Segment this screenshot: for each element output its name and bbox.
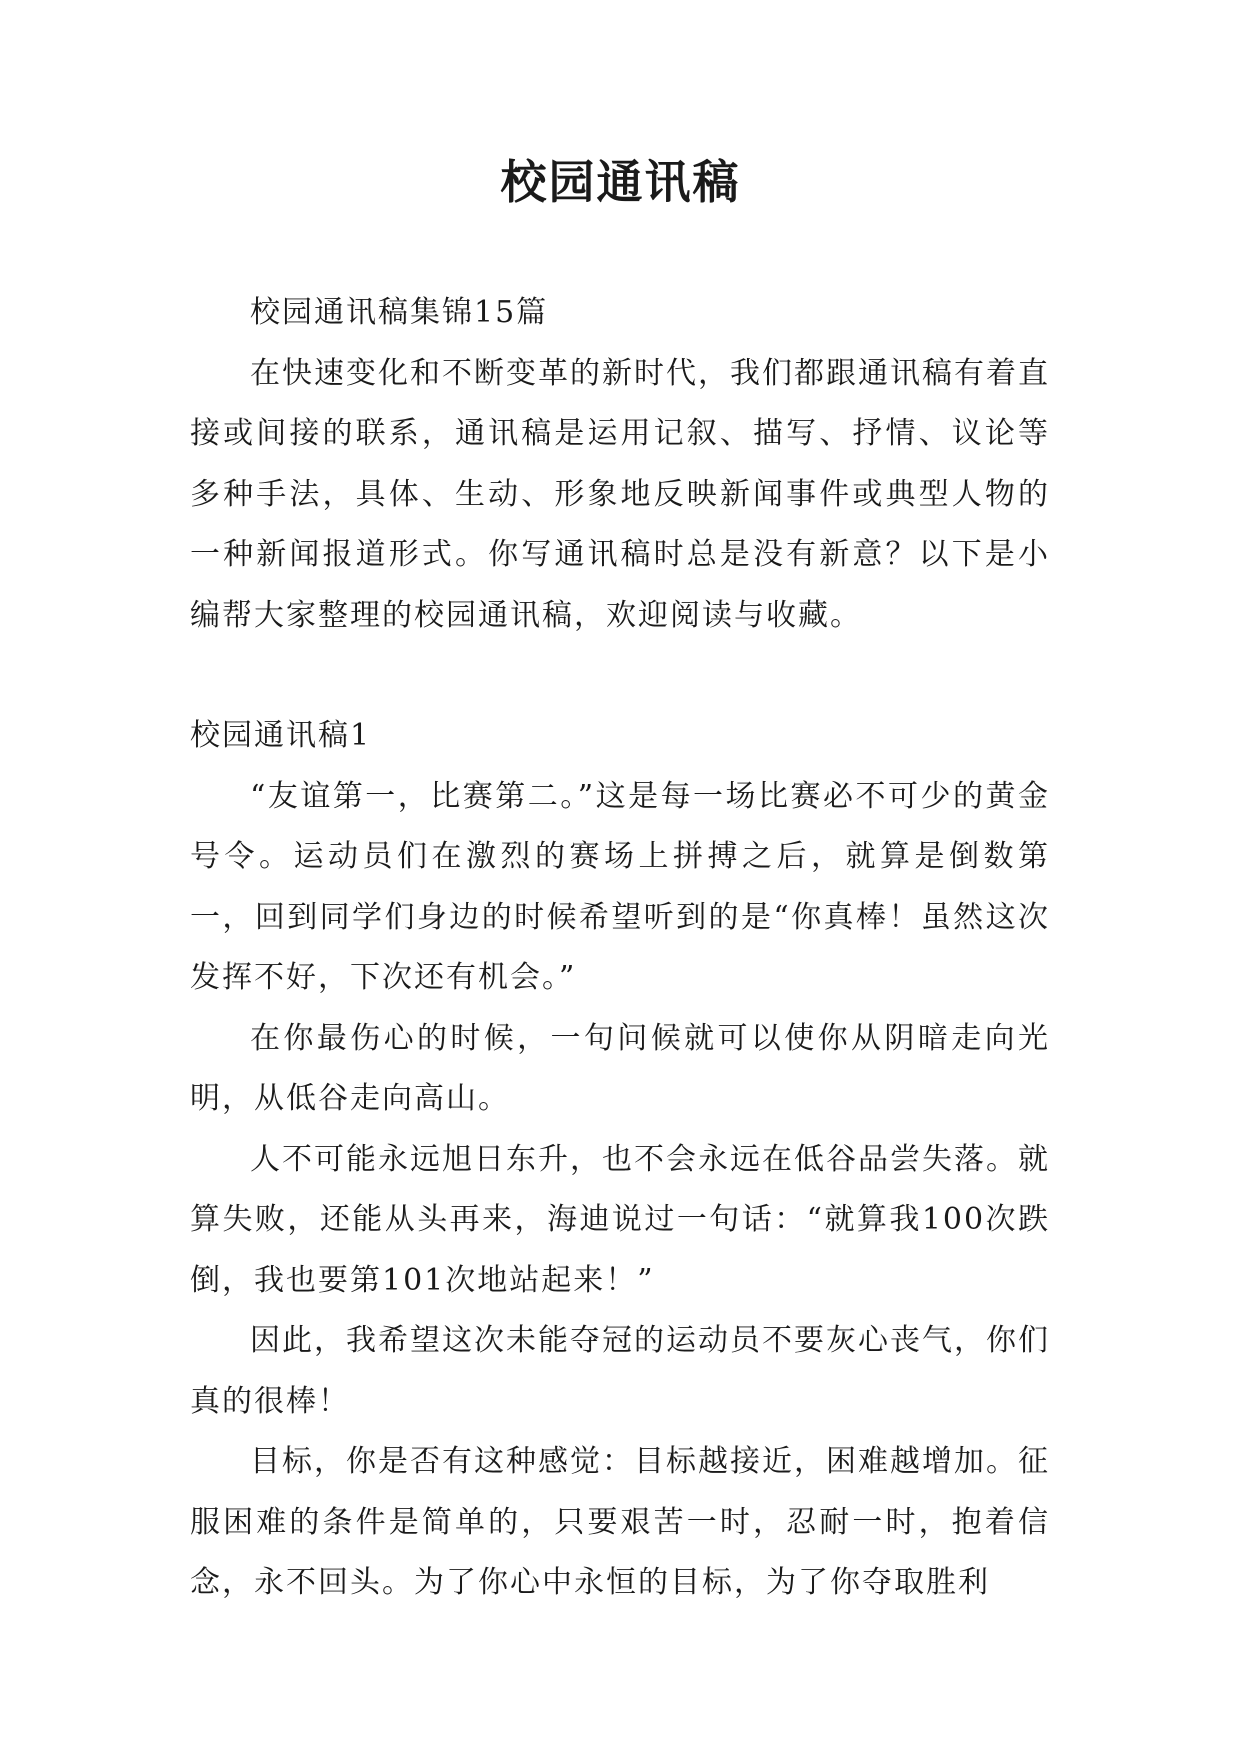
body-paragraph-2: 在你最伤心的时候，一句问候就可以使你从阴暗走向光明，从低谷走向高山。 bbox=[190, 1020, 1050, 1116]
document-title: 校园通讯稿 bbox=[500, 155, 741, 209]
body-paragraph-4: 因此，我希望这次未能夺冠的运动员不要灰心丧气，你们真的很棒！ bbox=[190, 1323, 1050, 1419]
body-paragraph-5: 目标，你是否有这种感觉：目标越接近，困难越增加。征服困难的条件是简单的，只要艰苦一时，忍耐一时，抱着信念，永不回头。为了你心中永恒的目标，为了你夺取胜利 bbox=[190, 1444, 1050, 1600]
intro-paragraph: 在快速变化和不断变革的新时代，我们都跟通讯稿有着直接或间接的联系，通讯稿是运用记叙、描写、抒情、议论等多种手法，具体、生动、形象地反映新闻事件或典型人物的一种新闻报道形式。你写通讯稿时总是没有新意？以下是小编帮大家整理的校园通讯稿，欢迎阅读与收藏。 bbox=[190, 355, 1050, 633]
document-subtitle: 校园通讯稿集锦15篇 bbox=[250, 295, 549, 330]
body-paragraph-1: “友谊第一，比赛第二。”这是每一场比赛必不可少的黄金号令。运动员们在激烈的赛场上拼搏之后，就算是倒数第一，回到同学们身边的时候希望听到的是“你真棒！虽然这次发挥不好，下次还有机会。” bbox=[190, 778, 1050, 995]
paragraph-gap bbox=[190, 646, 1050, 706]
document-body bbox=[190, 283, 1050, 1614]
body-paragraph-3: 人不可能永远旭日东升，也不会永远在低谷品尝失落。就算失败，还能从头再来，海迪说过一句话：“就算我100次跌倒，我也要第101次地站起来！” bbox=[190, 1141, 1050, 1298]
section-heading: 校园通讯稿1 bbox=[190, 718, 372, 753]
